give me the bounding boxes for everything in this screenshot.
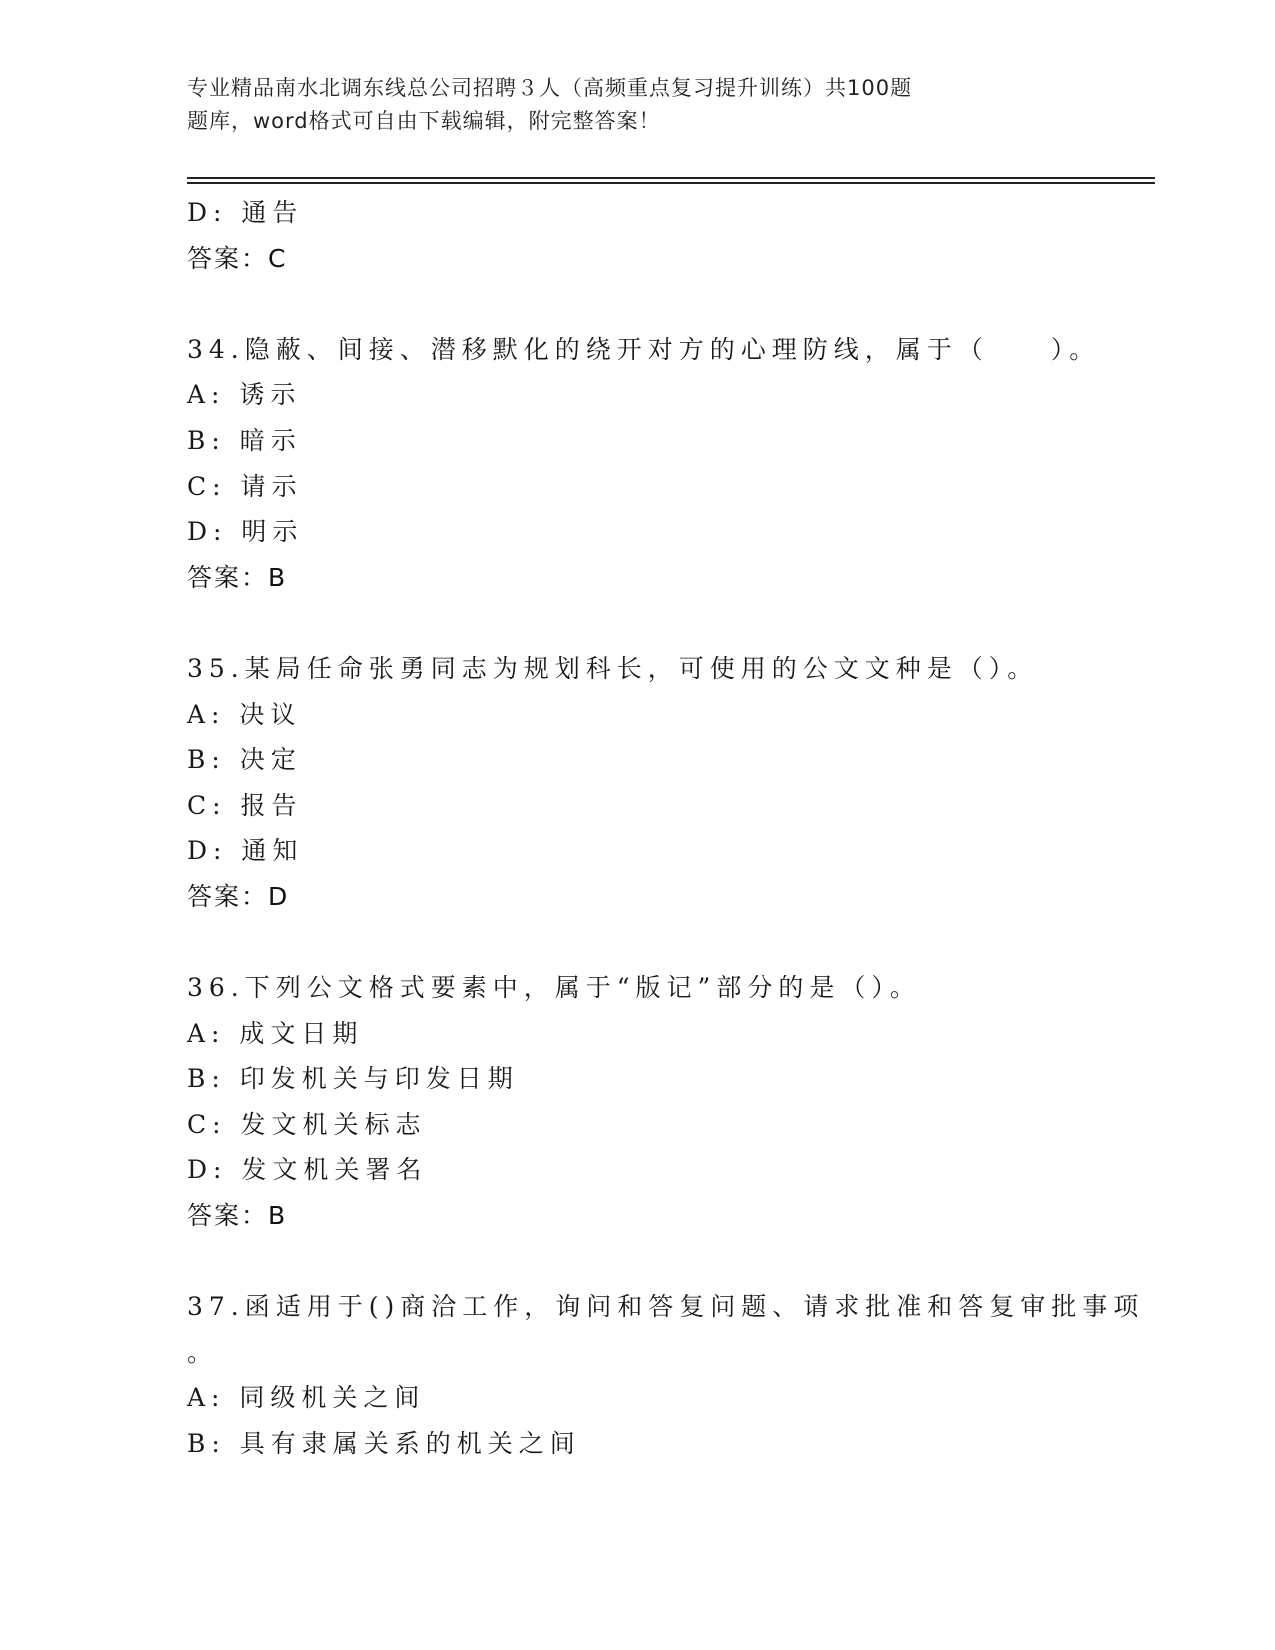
question-35 [187, 646, 1087, 920]
question-stem: 35.某局任命张勇同志为规划科长，可使用的公文文种是（）。 [187, 653, 1039, 683]
spacer [187, 1239, 1087, 1285]
header-title-line-2: 题库，word格式可自由下载编辑，附完整答案！ [187, 109, 661, 133]
question-stem-line-1: 37.函适用于()商洽工作，询问和答复问题、请求批准和答复审批事项 [187, 1292, 1145, 1322]
question-stem: 36.下列公文格式要素中，属于“版记”部分的是（）。 [187, 973, 921, 1003]
option-d: D: 明示 [187, 517, 304, 547]
question-37 [187, 1284, 1145, 1466]
option-c: C: 请示 [187, 471, 303, 501]
question-stem: 34.隐蔽、间接、潜移默化的绕开对方的心理防线，属于（ ）。 [187, 334, 1101, 364]
question-36 [187, 965, 1087, 1239]
spacer [187, 600, 1087, 646]
option-c: C: 发文机关标志 [187, 1109, 427, 1139]
option-a: A: 同级机关之间 [187, 1383, 426, 1413]
question-stem-line-2: 。 [187, 1337, 219, 1367]
header-divider-bottom [187, 182, 1155, 184]
option-a: A: 诱示 [187, 380, 302, 410]
answer: 答案：B [187, 1201, 288, 1231]
option-a: A: 决议 [187, 699, 302, 729]
spacer [187, 281, 1087, 327]
option-b: B: 暗示 [187, 425, 302, 455]
option-d: D: 发文机关署名 [187, 1155, 428, 1185]
header-divider-top [187, 177, 1155, 179]
question-34 [187, 327, 1101, 601]
q33-option-d: D: 通告 [187, 198, 304, 227]
option-a: A: 成文日期 [187, 1018, 364, 1048]
option-b: B: 印发机关与印发日期 [187, 1064, 519, 1094]
spacer [187, 920, 1087, 966]
option-b: B: 具有隶属关系的机关之间 [187, 1429, 581, 1459]
option-d: D: 通知 [187, 836, 304, 866]
answer: 答案：B [187, 562, 288, 592]
header-title-line-1: 专业精品南水北调东线总公司招聘３人（高频重点复习提升训练）共100题 [187, 76, 913, 100]
option-b: B: 决定 [187, 745, 302, 775]
option-c: C: 报告 [187, 790, 303, 820]
answer: 答案：D [187, 881, 290, 911]
q33-answer: 答案：C [187, 243, 288, 273]
question-content [187, 190, 1145, 1467]
document-header [187, 72, 1027, 138]
